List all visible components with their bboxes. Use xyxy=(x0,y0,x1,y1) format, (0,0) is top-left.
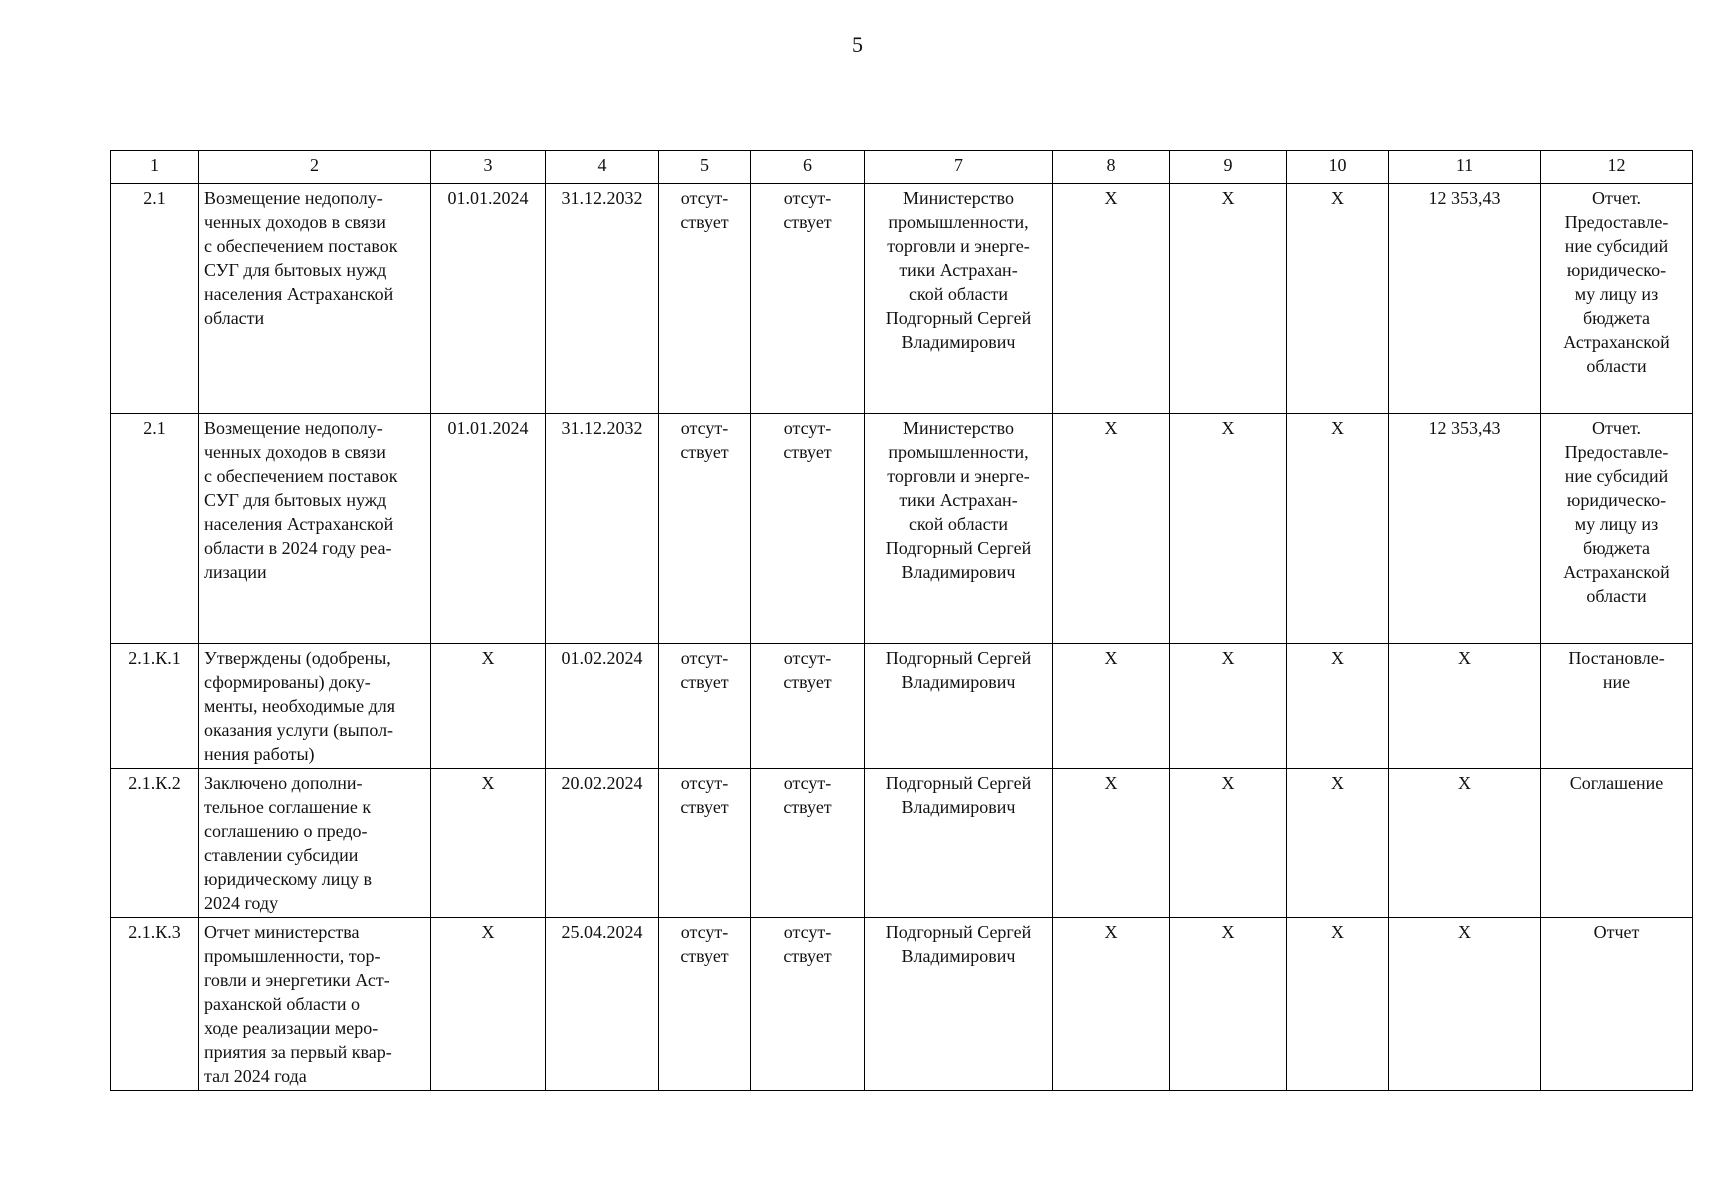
plan-table xyxy=(110,150,1693,1091)
row-number: 2.1.К.3 xyxy=(111,918,199,1091)
col-header-1: 1 xyxy=(111,151,199,184)
col-header-12: 12 xyxy=(1541,151,1693,184)
row-col6: отсут- ствует xyxy=(751,184,865,414)
col-header-4: 4 xyxy=(546,151,659,184)
row-col10: X xyxy=(1287,769,1389,918)
row-start-date: 01.01.2024 xyxy=(431,184,546,414)
row-name: Заключено дополни- тельное соглашение к соглашению о предо- ставлении субсидии юридическому лицу в 2024 году xyxy=(199,769,431,918)
row-col9: X xyxy=(1170,184,1287,414)
row-amount: X xyxy=(1389,769,1541,918)
col-header-6: 6 xyxy=(751,151,865,184)
col-header-9: 9 xyxy=(1170,151,1287,184)
row-name: Возмещение недополу- ченных доходов в связи с обеспечением поставок СУГ для бытовых нужд населения Астраханской области в 2024 году реа- лизации xyxy=(199,414,431,644)
col-header-2: 2 xyxy=(199,151,431,184)
row-start-date: 01.01.2024 xyxy=(431,414,546,644)
row-col6: отсут- ствует xyxy=(751,918,865,1091)
row-amount: 12 353,43 xyxy=(1389,414,1541,644)
row-number: 2.1 xyxy=(111,414,199,644)
row-col6: отсут- ствует xyxy=(751,769,865,918)
row-number: 2.1 xyxy=(111,184,199,414)
row-name: Возмещение недополу- ченных доходов в связи с обеспечением поставок СУГ для бытовых нужд населения Астраханской области xyxy=(199,184,431,414)
row-name: Отчет министерства промышленности, тор- говли и энергетики Аст- раханской области о ходе реализации меро- приятия за первый квар- тал 2024 года xyxy=(199,918,431,1091)
col-header-8: 8 xyxy=(1053,151,1170,184)
row-col10: X xyxy=(1287,644,1389,769)
header-row xyxy=(111,151,1693,184)
row-document: Постановле- ние xyxy=(1541,644,1693,769)
row-responsible: Подгорный Сергей Владимирович xyxy=(865,769,1053,918)
page-number: 5 xyxy=(852,32,863,57)
row-col5: отсут- ствует xyxy=(659,644,751,769)
row-responsible: Подгорный Сергей Владимирович xyxy=(865,918,1053,1091)
row-start-date: X xyxy=(431,769,546,918)
row-amount: 12 353,43 xyxy=(1389,184,1541,414)
row-number: 2.1.К.2 xyxy=(111,769,199,918)
row-col9: X xyxy=(1170,414,1287,644)
col-header-11: 11 xyxy=(1389,151,1541,184)
table-row xyxy=(111,918,1693,1091)
row-amount: X xyxy=(1389,644,1541,769)
row-col10: X xyxy=(1287,184,1389,414)
row-col5: отсут- ствует xyxy=(659,769,751,918)
row-col6: отсут- ствует xyxy=(751,644,865,769)
row-end-date: 31.12.2032 xyxy=(546,184,659,414)
row-col10: X xyxy=(1287,918,1389,1091)
row-col8: X xyxy=(1053,414,1170,644)
row-document: Отчет xyxy=(1541,918,1693,1091)
row-number: 2.1.К.1 xyxy=(111,644,199,769)
row-document: Отчет. Предоставле- ние субсидий юридическо- му лицу из бюджета Астраханской области xyxy=(1541,184,1693,414)
row-name: Утверждены (одобрены, сформированы) доку- менты, необходимые для оказания услуги (выпол- нения работы) xyxy=(199,644,431,769)
row-end-date: 31.12.2032 xyxy=(546,414,659,644)
row-document: Соглашение xyxy=(1541,769,1693,918)
row-start-date: X xyxy=(431,918,546,1091)
row-col9: X xyxy=(1170,918,1287,1091)
col-header-5: 5 xyxy=(659,151,751,184)
row-col8: X xyxy=(1053,644,1170,769)
row-end-date: 20.02.2024 xyxy=(546,769,659,918)
row-col5: отсут- ствует xyxy=(659,918,751,1091)
row-end-date: 01.02.2024 xyxy=(546,644,659,769)
row-col10: X xyxy=(1287,414,1389,644)
row-col8: X xyxy=(1053,918,1170,1091)
table-row xyxy=(111,769,1693,918)
row-col8: X xyxy=(1053,769,1170,918)
col-header-10: 10 xyxy=(1287,151,1389,184)
table-row xyxy=(111,184,1693,414)
row-col9: X xyxy=(1170,644,1287,769)
row-responsible: Подгорный Сергей Владимирович xyxy=(865,644,1053,769)
table-row xyxy=(111,644,1693,769)
row-document: Отчет. Предоставле- ние субсидий юридическо- му лицу из бюджета Астраханской области xyxy=(1541,414,1693,644)
row-col5: отсут- ствует xyxy=(659,414,751,644)
col-header-3: 3 xyxy=(431,151,546,184)
row-col8: X xyxy=(1053,184,1170,414)
table-row xyxy=(111,414,1693,644)
row-col5: отсут- ствует xyxy=(659,184,751,414)
col-header-7: 7 xyxy=(865,151,1053,184)
row-col6: отсут- ствует xyxy=(751,414,865,644)
row-amount: X xyxy=(1389,918,1541,1091)
row-end-date: 25.04.2024 xyxy=(546,918,659,1091)
row-responsible: Министерство промышленности, торговли и энерге- тики Астрахан- ской области Подгорный Сергей Владимирович xyxy=(865,414,1053,644)
row-responsible: Министерство промышленности, торговли и энерге- тики Астрахан- ской области Подгорный Сергей Владимирович xyxy=(865,184,1053,414)
row-start-date: X xyxy=(431,644,546,769)
row-col9: X xyxy=(1170,769,1287,918)
